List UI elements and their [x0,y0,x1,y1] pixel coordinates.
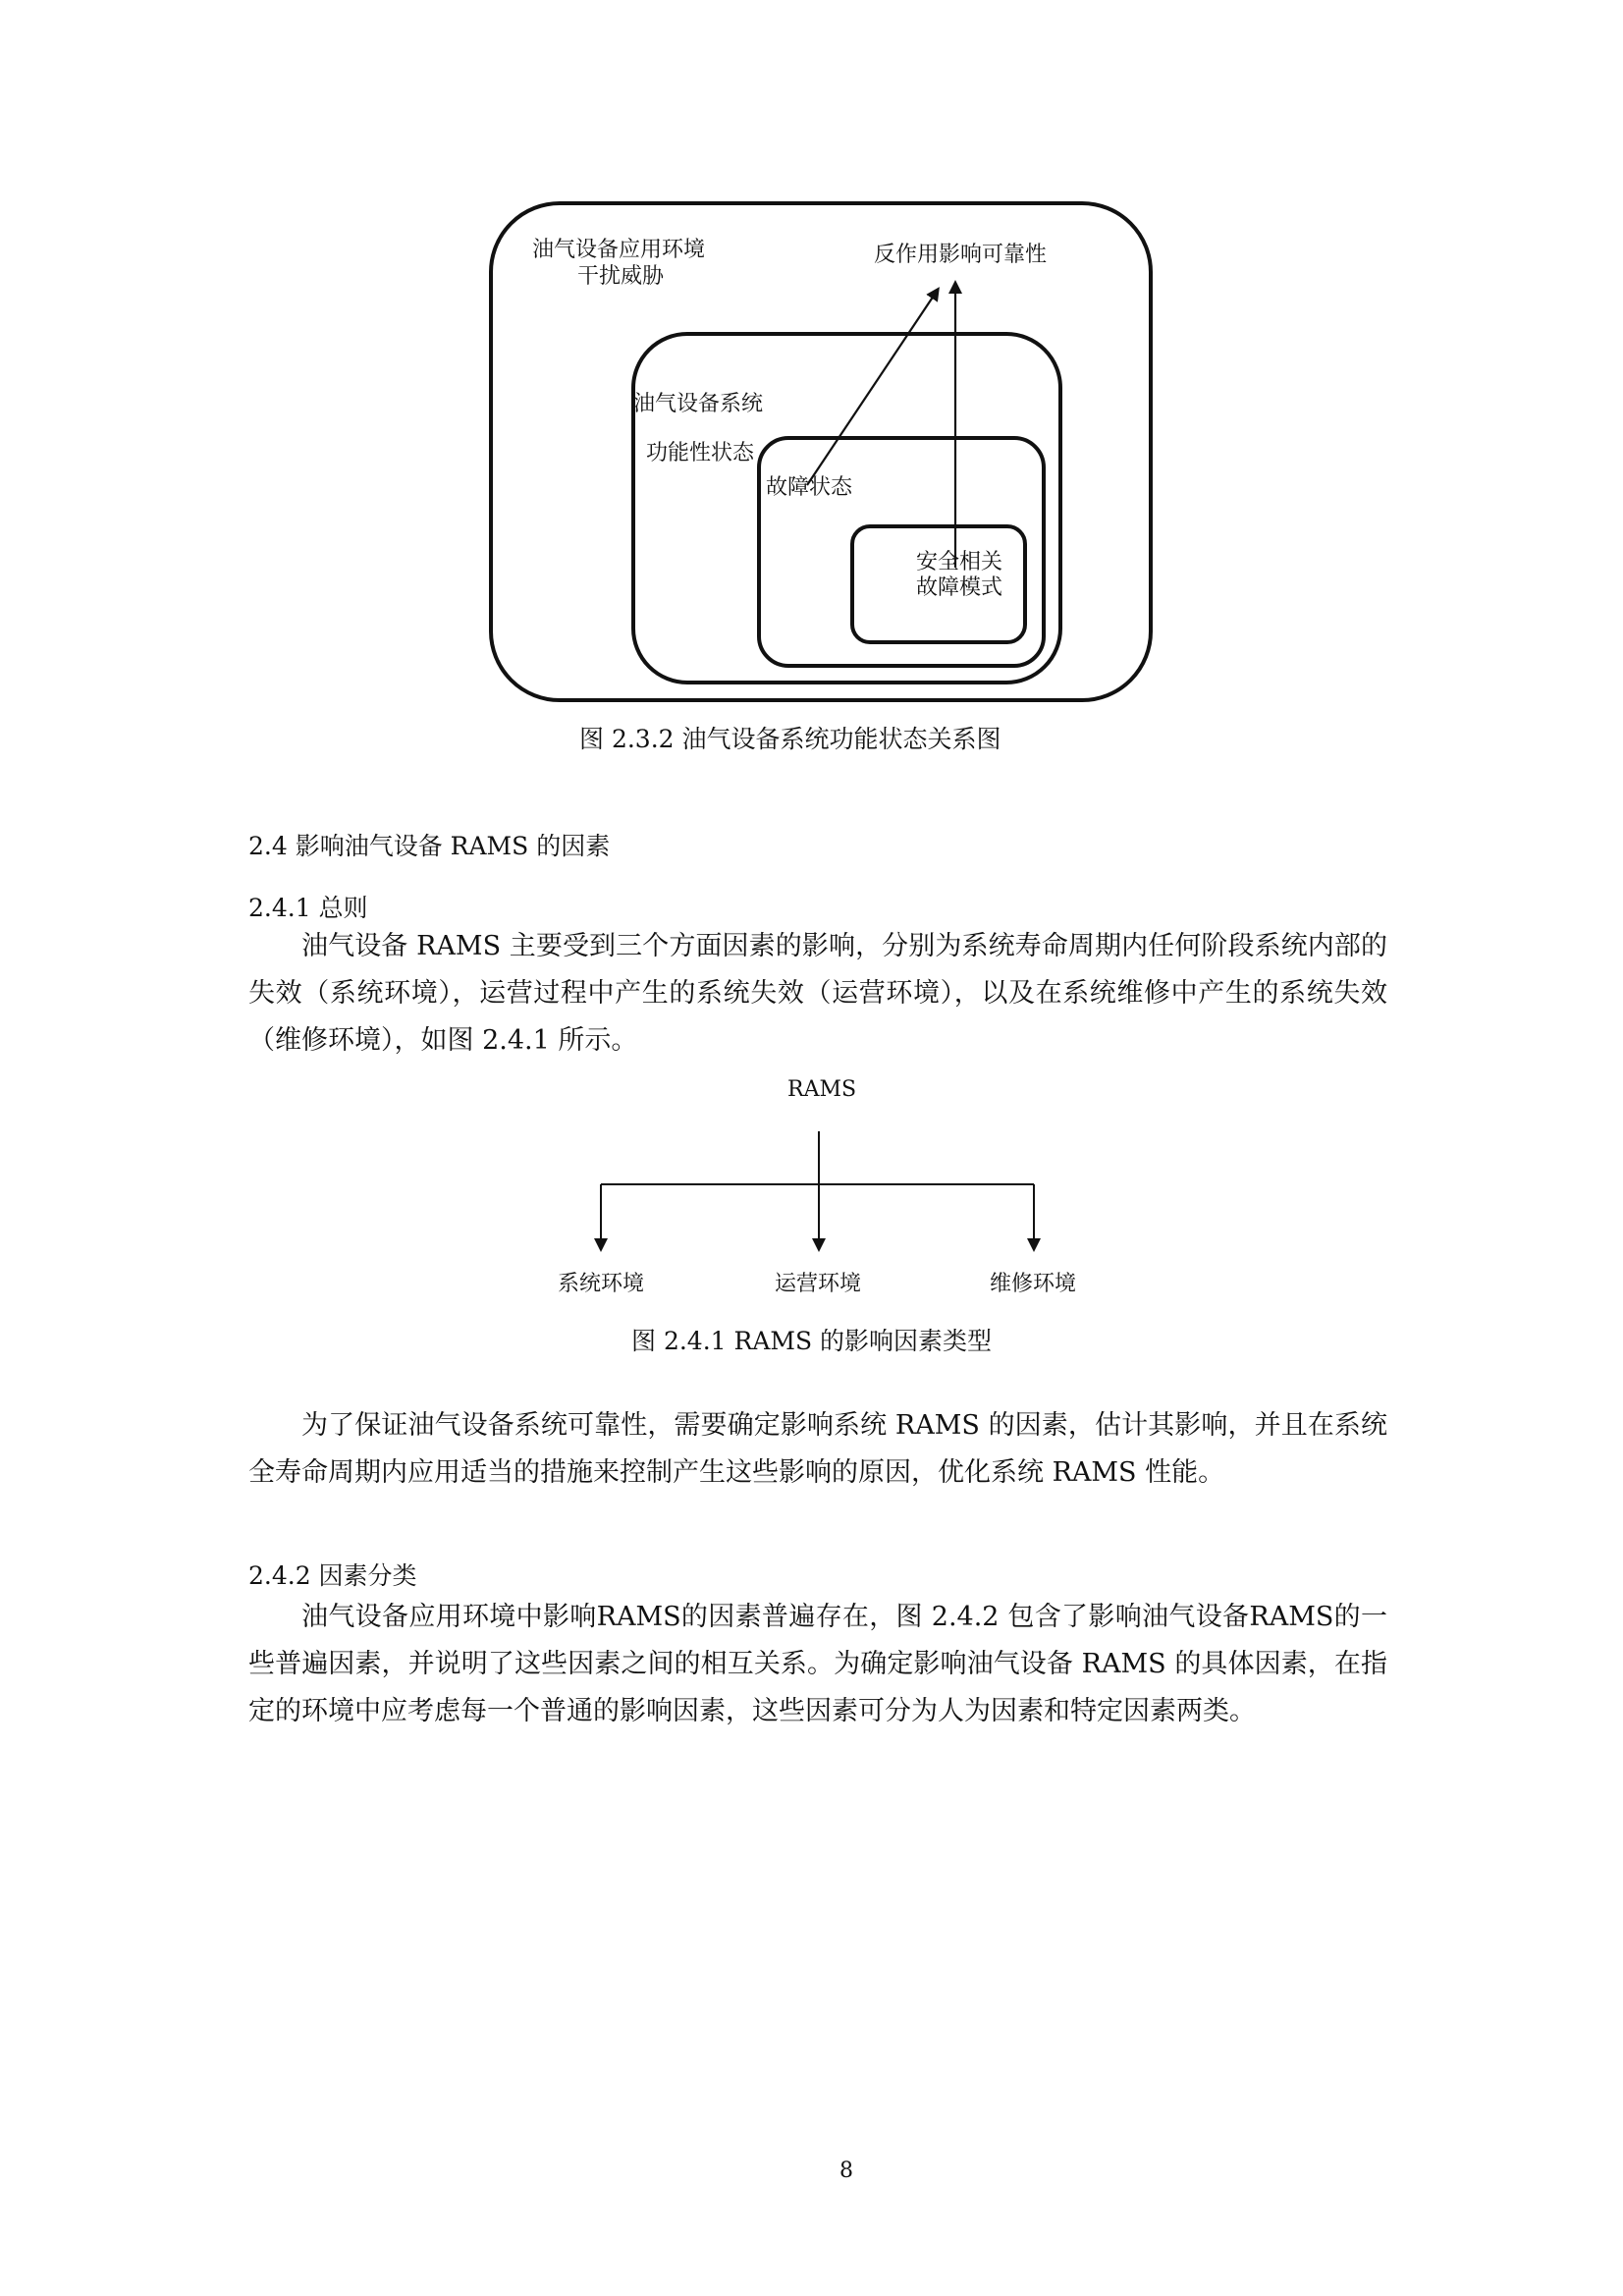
section-241-text: 油气设备 RAMS 主要受到三个方面因素的影响，分别为系统寿命周期内任何阶段系统内部的失效（系统环境），运营过程中产生的系统失效（运营环境），以及在系统维修中产生的系统失效（维修环境），如图 2.4.1 所示。 [248,931,1387,1056]
section-242-heading: 2.4.2 因素分类 [248,1561,417,1590]
figure-241-caption: 图 2.4.1 RAMS 的影响因素类型 [631,1327,993,1355]
tree-root-label: RAMS [787,1077,857,1102]
top-label: 反作用影响可靠性 [874,243,1048,267]
figure-232-caption: 图 2.3.2 油气设备系统功能状态关系图 [579,725,1001,753]
tree-branch-3: 维修环境 [990,1272,1077,1296]
section-242-text: 油气设备应用环境中影响RAMS的因素普遍存在，图 2.4.2 包含了影响油气设备RAMS的一些普遍因素，并说明了这些因素之间的相互关系。为确定影响油气设备 RAMS 的具体因素，在指定的环境中应考虑每一个普通的影响因素，这些因素可分为人为因素和特定因素两类。 [248,1602,1387,1726]
safety-label-line1: 安全相关 [916,550,1003,574]
section-241-heading: 2.4.1 总则 [248,894,368,922]
section-24-heading: 2.4 影响油气设备 RAMS 的因素 [248,832,611,860]
paragraph-after-241-text: 为了保证油气设备系统可靠性，需要确定影响系统 RAMS 的因素，估计其影响，并且在系统全寿命周期内应用适当的措施来控制产生这些影响的原因，优化系统 RAMS 性能。 [248,1410,1387,1488]
tree-branch-1: 系统环境 [558,1272,645,1296]
section-241-paragraph [248,923,1387,1065]
figure-241-diagram [601,1131,1034,1247]
section-242-paragraph [248,1594,1387,1735]
paragraph-after-241 [248,1402,1387,1497]
outer-label-line2: 干扰威胁 [577,264,665,289]
fault-label: 故障状态 [766,475,853,500]
system-label: 油气设备系统 [633,392,764,416]
safety-label-line2: 故障模式 [916,575,1003,600]
page-number: 8 [839,2159,853,2183]
function-label: 功能性状态 [646,441,755,465]
diagonal-arrow [807,293,936,485]
tree-branch-2: 运营环境 [775,1272,862,1296]
outer-label-line1: 油气设备应用环境 [532,238,706,262]
system-box [633,334,1060,683]
